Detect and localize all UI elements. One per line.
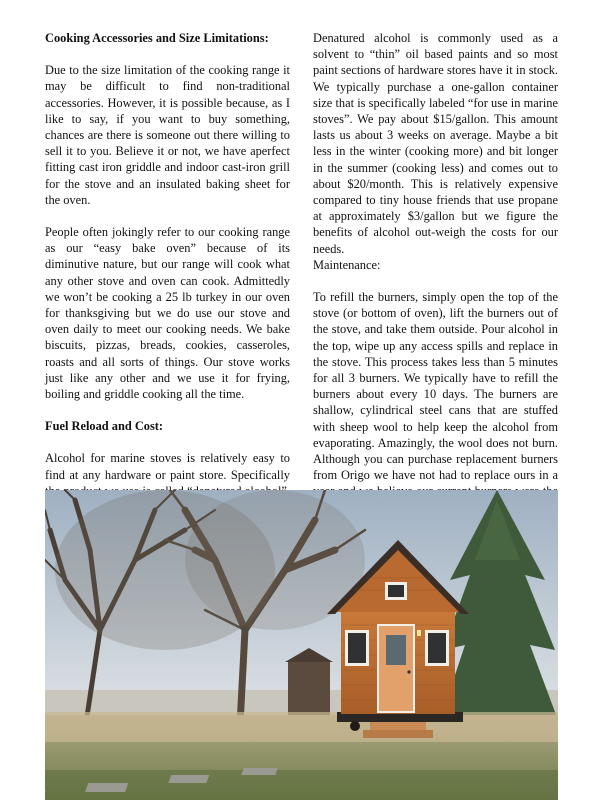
section-heading-cooking-accessories: Cooking Accessories and Size Limitations: [45, 31, 269, 45]
paragraph-alcohol-cost: Denatured alcohol is commonly used as a solvent to “thin” oil based paints and so most paint sections of hardware stores have it in stock. We typically purchase a one-gallon container size that is specifically labeled “for use in marine stoves”. We pay about $15/gallon. This amount lasts us about 3 weeks on average. Maybe a bit less in the winter (cooking more) and bit longer in the summer (cooking less) and comes out to about $20/month. This is relatively expensive compared to tiny house friends that use propane at approximately $3/gallon but we figure the benefits of alcohol out-weigh the costs for our needs. [313, 31, 558, 256]
left-column [45, 30, 290, 548]
paragraph-easy-bake-oven: People often jokingly refer to our cooking range as our “easy bake oven” because of its diminutive nature, but our range will cook what any other stove and oven can cook. Admittedly we won’t be cooking a 25 lb turkey in our oven for thanksgiving but we do use our stove and oven daily to meet our cooking needs. We bake biscuits, pizzas, breads, cookies, casseroles, roasts and all sorts of things. Our stove works just like any other and we use it for frying, boiling and griddle cooking all the time. [45, 225, 290, 402]
right-column [313, 30, 558, 532]
paragraph-size-limitations: Due to the size limitation of the cooking range it may be difficult to find non-traditional accessories. However, it is possible because, as I like to say, if you want to buy something, chances are there is someone out there willing to sell it to you. Believe it or not, we have aperfect fitting cast iron griddle and indoor cast-iron grill for the stove and an insulated baking sheet for the oven. [45, 63, 290, 207]
section-heading-maintenance: Maintenance: [313, 257, 381, 272]
paragraph-refill-burners: To refill the burners, simply open the top of the stove (or bottom of oven), lift the burners out of the stove, and take them outside. Pour alcohol in the top, wipe up any access spills and replace in the stove. This process takes less than 5 minutes for all 3 burners. We typically have to refill the burners about every 10 days. The burners are shallow, cylindrical steel cans that are stuffed with sheep wool to help keep the alcohol from evaporating. Amazingly, the wool does not burn. Although you can purchase replacement burners from Origo we have not had to replace ours in a [313, 290, 558, 483]
tiny-house-photo [45, 490, 558, 800]
section-heading-fuel-reload: Fuel Reload and Cost: [45, 419, 164, 434]
paragraph-denatured-alcohol: Alcohol for marine stoves is relatively easy to find at any hardware or paint store. Specifically [45, 451, 290, 482]
